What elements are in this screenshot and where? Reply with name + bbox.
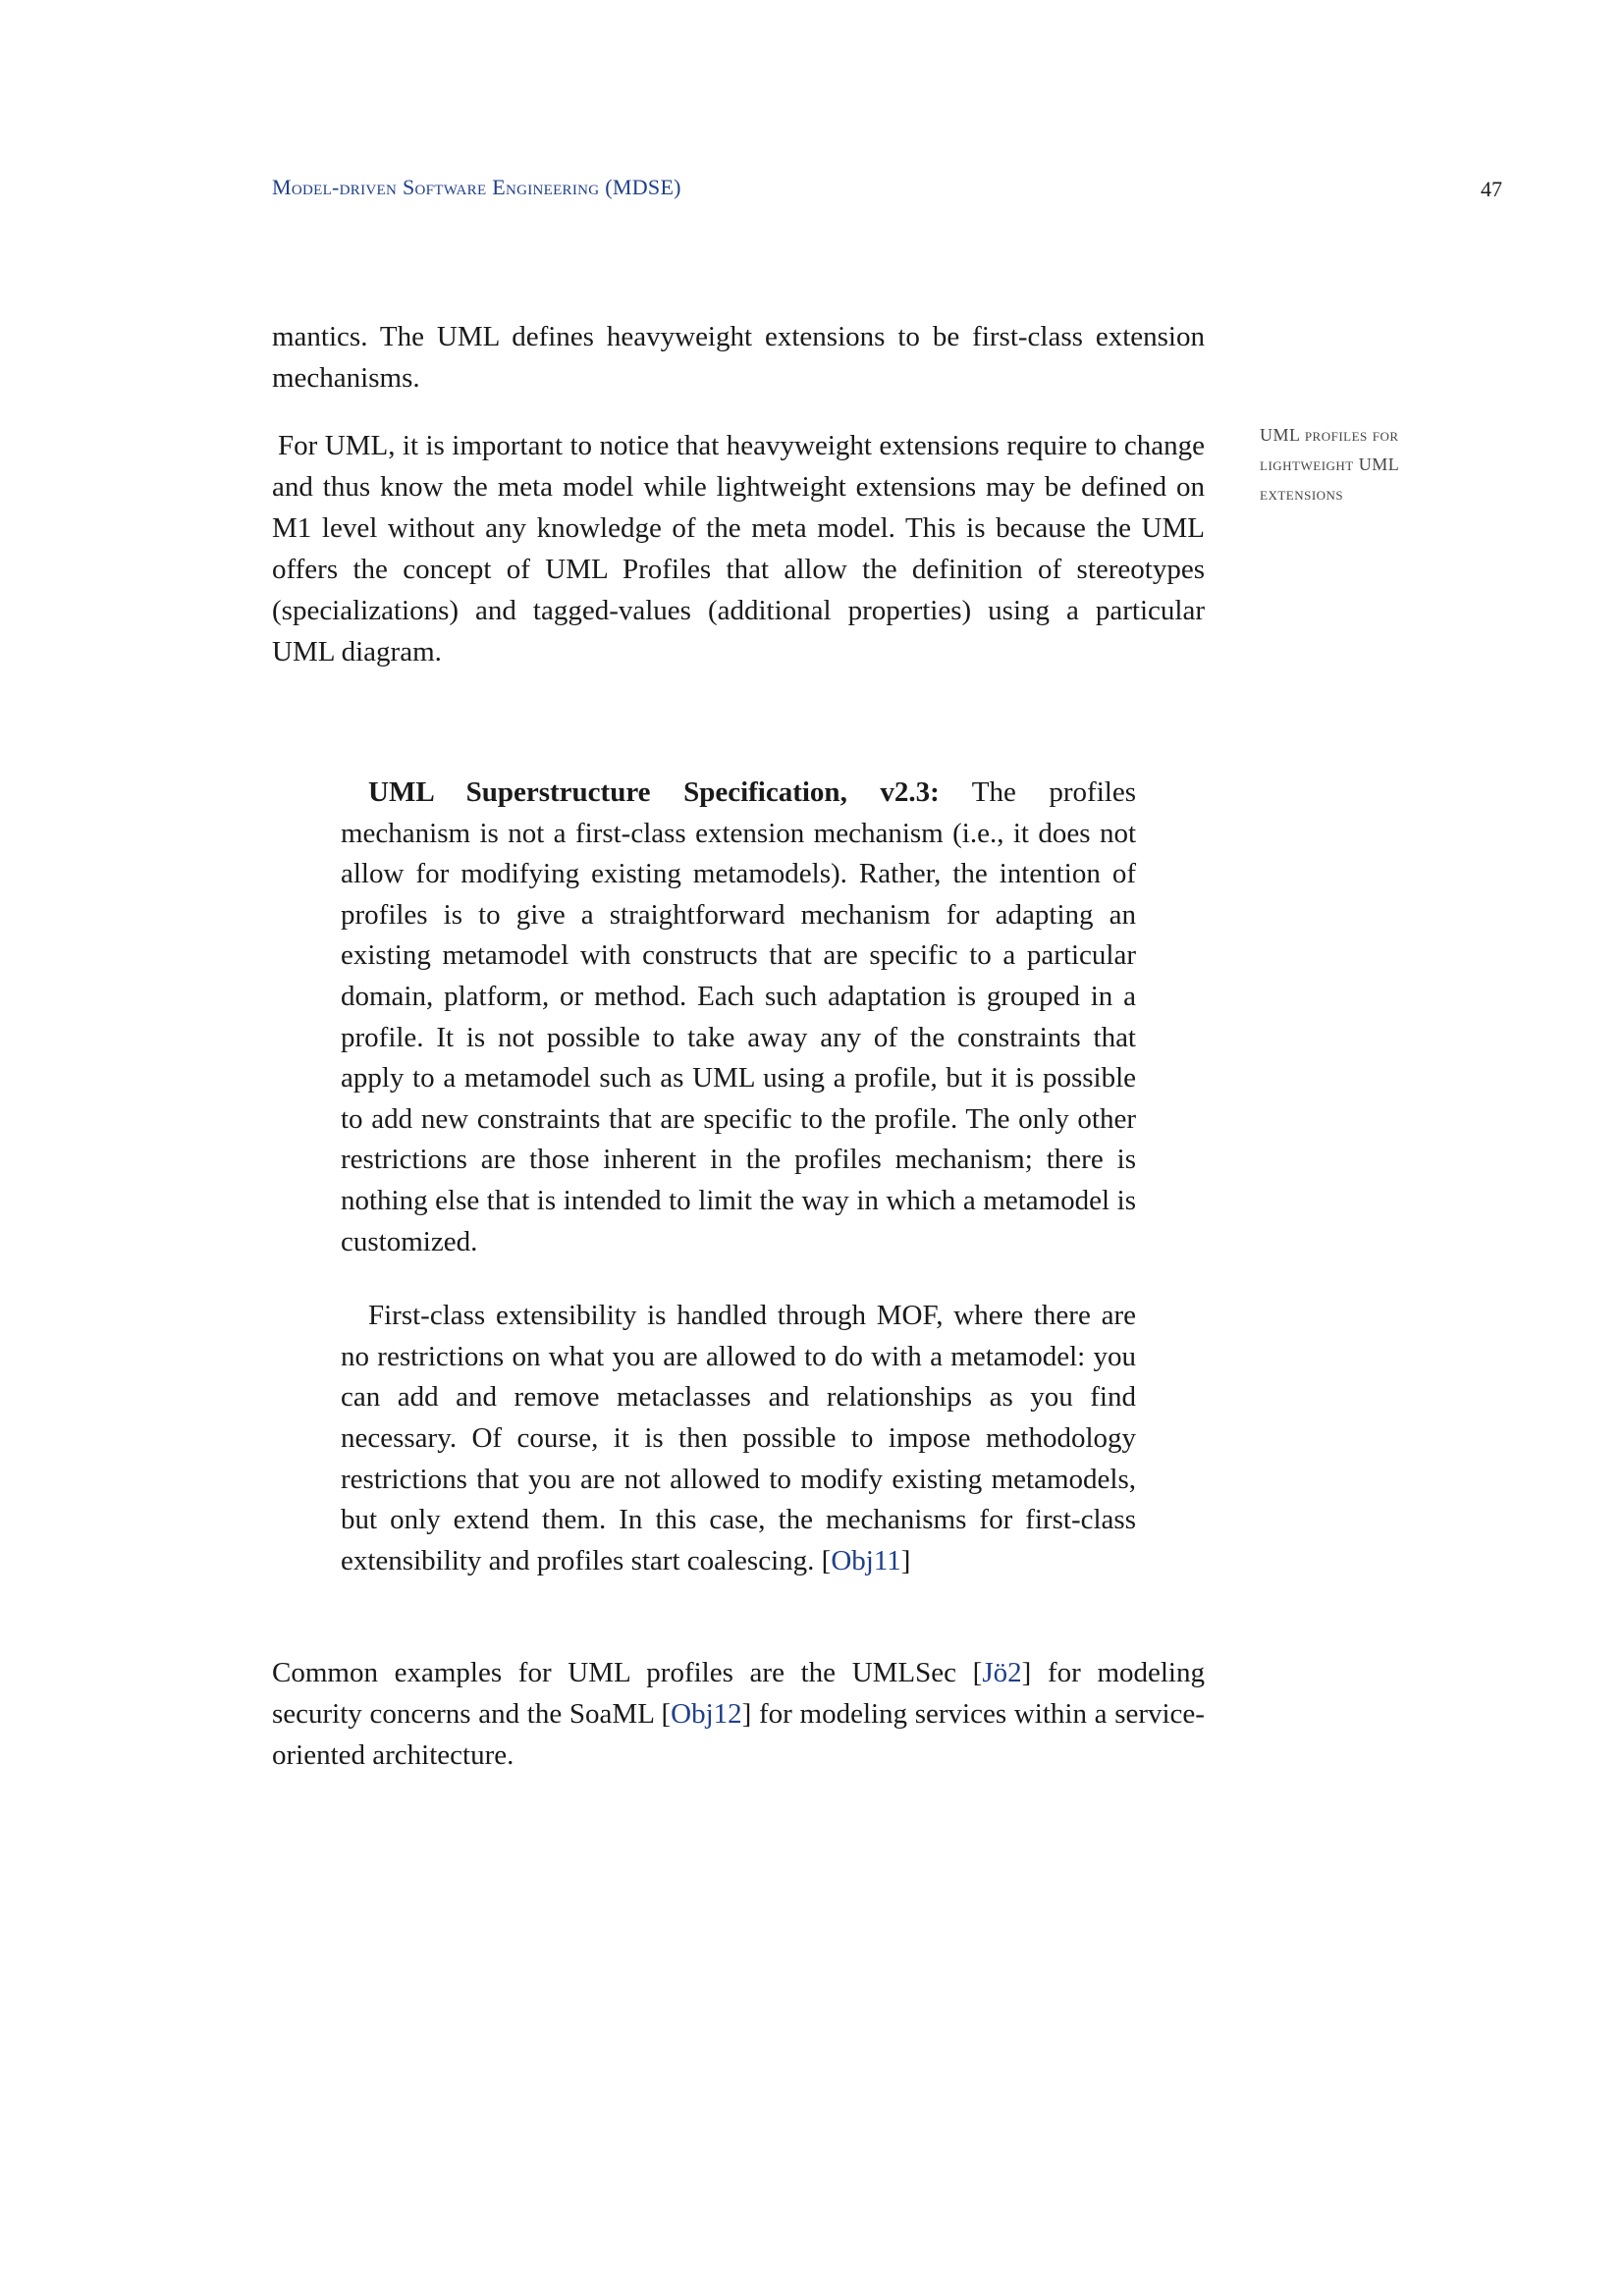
quote-paragraph-1 (341, 773, 1136, 1262)
block-quote (341, 773, 1136, 1581)
citation-link-jo2[interactable]: Jö2 (982, 1657, 1022, 1688)
examples-text-1: Common examples for UML profiles are the UMLSec (272, 1657, 957, 1688)
paragraph-continued: mantics. The UML defines heavyweight extensions to be first-class extension mechanisms. (272, 321, 1205, 394)
quote-text-2: First-class extensibility is handled through MOF, where there are no restrictions on what you are allowed to do with a metamodel: you can add and remove metaclasses and relationships as you find necessary. Of course, it is then possible to impose methodology restrictions that you are not allowed to modify existing metamodels, but only extend them. In this case, the mechanisms for first-class extensibility and profiles start coalescing. (341, 1300, 1136, 1576)
paragraph-uml-profiles: For UML, it is important to notice that heavyweight extensions require to change and thus know the meta model while lightweight extensions may be defined on M1 level without any knowledge of the meta model. This is because the UML offers the concept of UML Profiles that allow the definition of stereotypes (specializations) and tagged-values (additional properties) using a particular UML diagram. (272, 430, 1205, 667)
page-number: 47 (1481, 177, 1502, 201)
quote-text-1: The profiles mechanism is not a first-class extension mechanism (i.e., it does not allow for modifying existing metamodels). Rather, the intention of profiles is to give a straightforward mechanism for adapting an existing metamodel with constructs that are specific to a particular domain, platform, or method. Each such adaptation is grouped in a profile. It is not possible to take away any of the constraints that apply to a metamodel such as UML using a profile, but it is possible to add new constraints that are specific to the profile. The only other restrictions are those inherent in the profiles mechanism; there is nothing else that is intended to limit the way in which a metamodel is customized. (341, 776, 1136, 1257)
examples-text-2: for modeling security concerns and the SoaML (272, 1657, 1205, 1730)
running-title: Model-driven Software Engineering (MDSE) (272, 175, 681, 199)
quote-paragraph-2: First-class extensibility is handled through MOF, where there are no restrictions on what you are allowed to do with a metamodel: you can add and remove metaclasses and relationships as you find necessary. Of course, it is then possible to impose methodology restrictions that you are not allowed to modify existing metamodels, but only extend them. In this case, the mechanisms for first-class extensibility and profiles start coalescing. [Obj11] (341, 1300, 1136, 1576)
quote-label: UML Superstructure Specification, v2.3: (368, 776, 940, 808)
citation-link-obj11[interactable]: Obj11 (831, 1544, 901, 1576)
citation-link-obj12[interactable]: Obj12 (671, 1698, 742, 1730)
margin-note: UML profiles for lightweight UML extensions (1260, 425, 1399, 504)
paragraph-examples: Common examples for UML profiles are the UMLSec [Jö2] for modeling security concerns and the SoaML [Obj12] for modeling services within a service-oriented architecture. (272, 1657, 1205, 1771)
examples-text-3: for modeling services within a service-oriented architecture. (272, 1698, 1205, 1771)
